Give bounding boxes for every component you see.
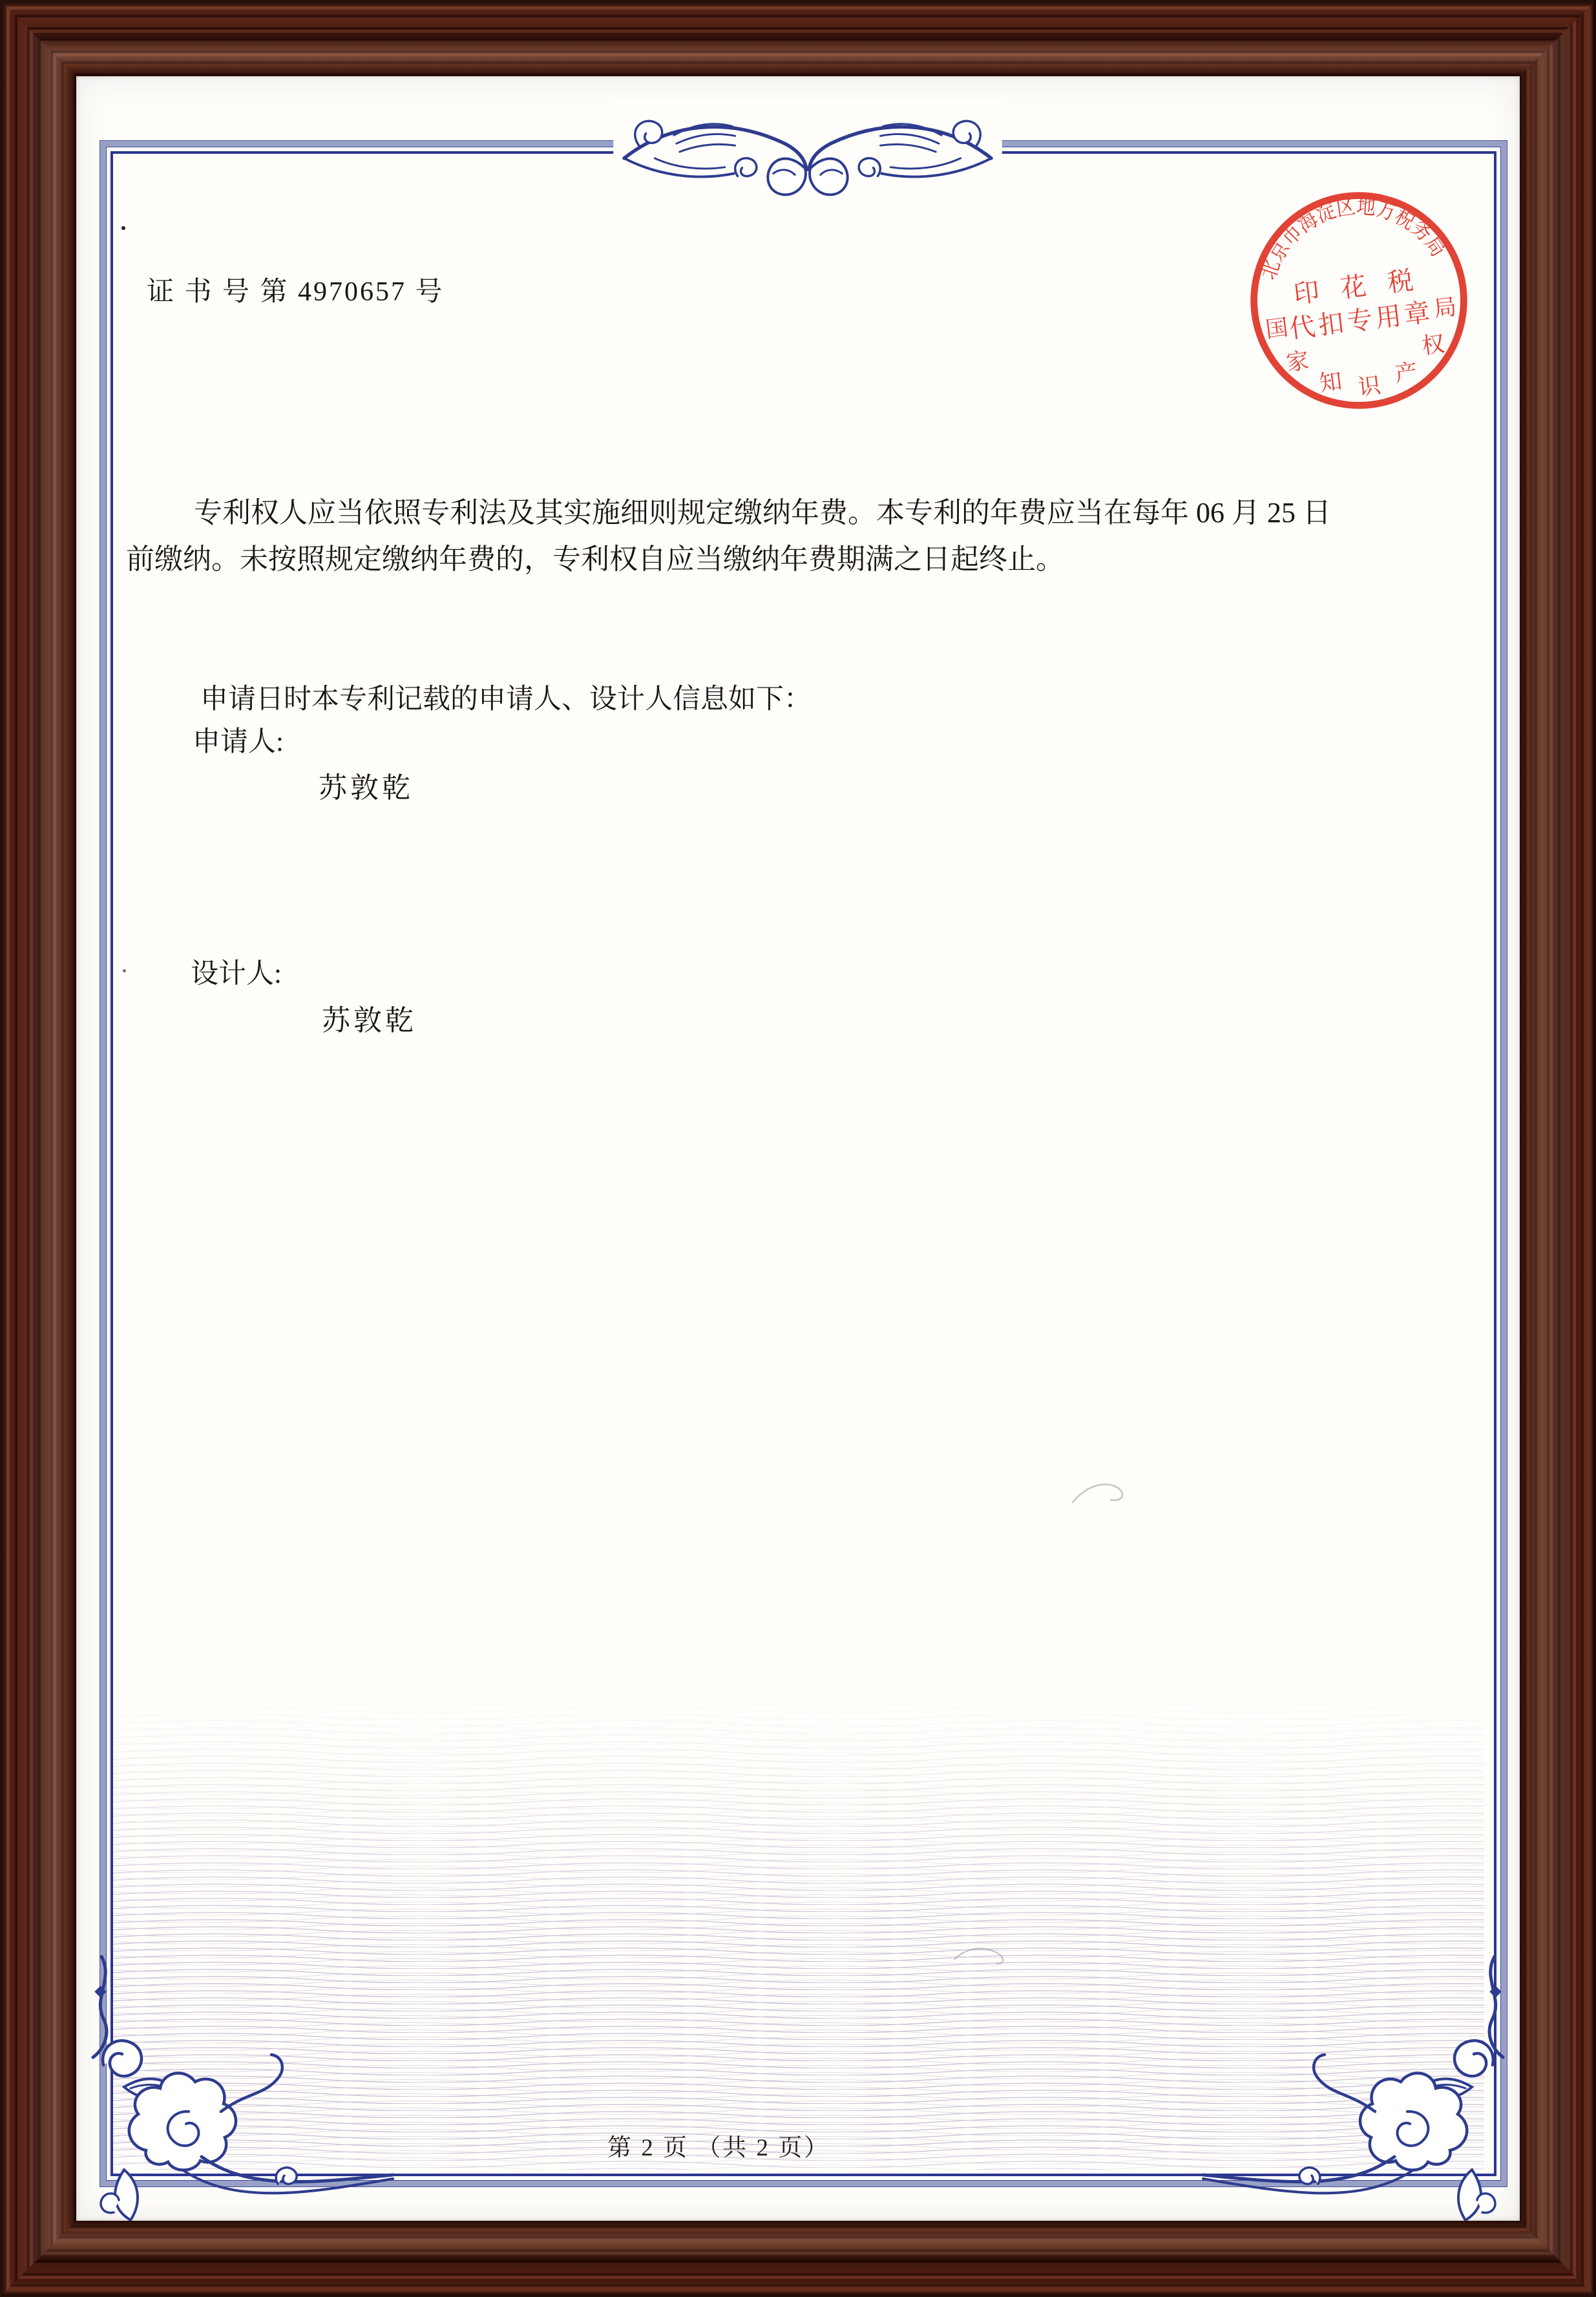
stamp-center-line-1: 印 花 税 xyxy=(1292,264,1423,309)
wood-frame-top xyxy=(0,0,1596,76)
corner-flourish-right xyxy=(1202,1955,1512,2221)
stamp-center-line-2: 代扣专用章 xyxy=(1288,297,1435,344)
ink-speck xyxy=(121,226,125,230)
pencil-smudge xyxy=(1069,1475,1134,1510)
annual-fee-line-2: 前缴纳。未按照规定缴纳年费的，专利权自应当缴纳年费期满之日起终止。 xyxy=(126,543,1064,575)
applicant-label: 申请人: xyxy=(193,727,284,757)
applicant-name: 苏敦乾 xyxy=(319,772,414,804)
corner-flourish-left xyxy=(84,1955,394,2221)
wood-frame-left xyxy=(0,0,76,2297)
svg-text:权: 权 xyxy=(1420,331,1446,359)
decorative-border-outer xyxy=(100,141,1507,2187)
certificate-page xyxy=(76,76,1520,2221)
decorative-border-inner xyxy=(110,151,1496,2176)
ink-speck xyxy=(123,969,126,972)
svg-text:局: 局 xyxy=(1432,294,1458,322)
applicant-info-intro: 申请日时本专利记载的申请人、设计人信息如下： xyxy=(200,684,812,715)
stamp-top-arc-text: 北京市海淀区地方税务局 xyxy=(1254,192,1454,283)
svg-text:产: 产 xyxy=(1393,359,1419,387)
annual-fee-line-1: 专利权人应当依照专利法及其实施细则规定缴纳年费。本专利的年费应当在每年 06 月 25 日 xyxy=(194,497,1331,529)
svg-text:家: 家 xyxy=(1285,348,1310,376)
wood-frame-bottom xyxy=(0,2221,1596,2297)
svg-text:知: 知 xyxy=(1318,368,1344,397)
designer-label: 设计人: xyxy=(191,959,282,989)
tax-stamp-seal xyxy=(1233,174,1485,426)
wood-frame-right xyxy=(1520,0,1596,2297)
top-flourish-ornament xyxy=(578,96,1037,210)
page-indicator: 第 2 页 （共 2 页） xyxy=(607,2135,830,2161)
certificate-number: 证 书 号 第 4970657 号 xyxy=(147,277,445,307)
annual-fee-paragraph xyxy=(126,490,1331,583)
svg-text:国: 国 xyxy=(1264,315,1290,343)
designer-name: 苏敦乾 xyxy=(322,1005,417,1036)
svg-text:识: 识 xyxy=(1356,372,1383,401)
